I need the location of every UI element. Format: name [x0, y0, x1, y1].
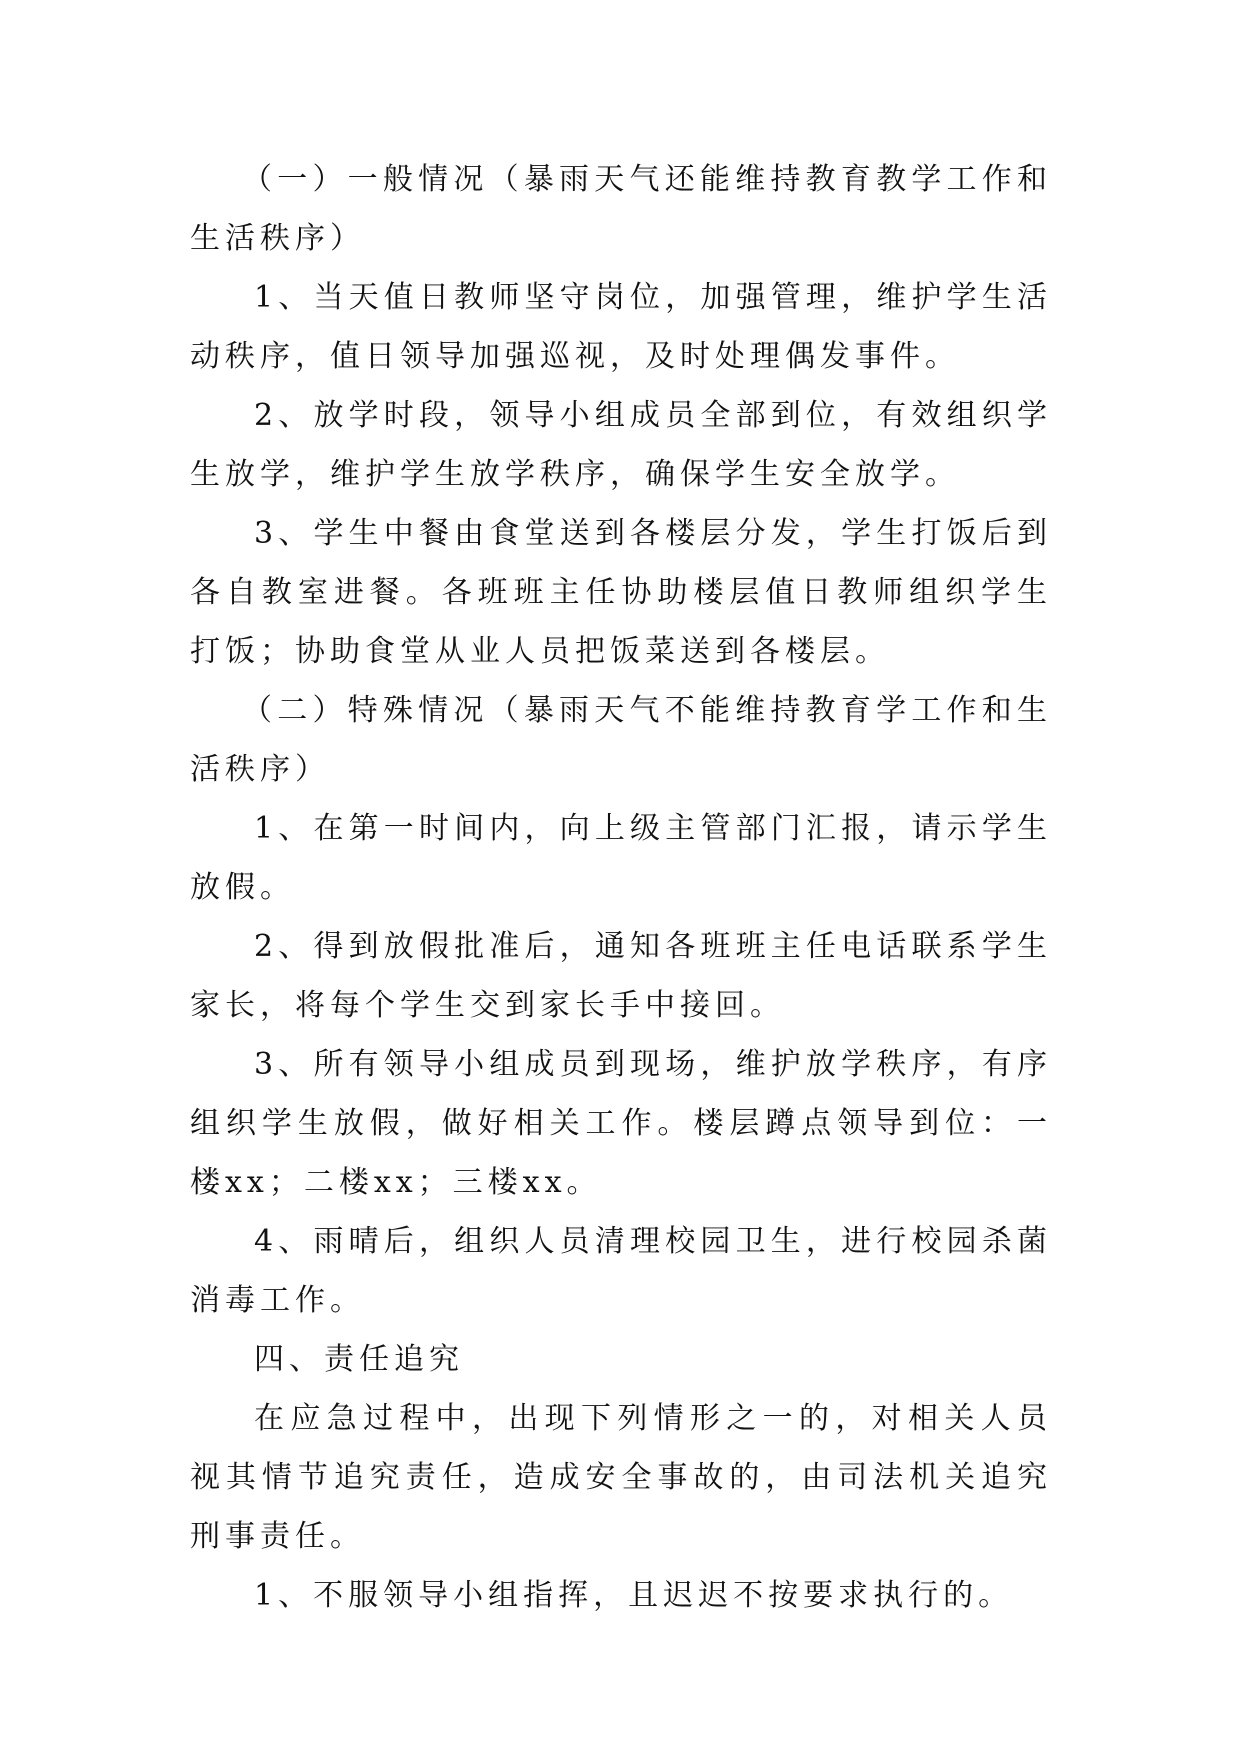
paragraph: 2、得到放假批准后，通知各班班主任电话联系学生家长，将每个学生交到家长手中接回。 [190, 929, 1052, 1023]
section-heading-general: （一）一般情况（暴雨天气还能维持教育教学工作和生活秩序） [190, 162, 1052, 256]
paragraph: 4、雨晴后，组织人员清理校园卫生，进行校园杀菌消毒工作。 [190, 1224, 1052, 1318]
paragraph: 3、学生中餐由食堂送到各楼层分发，学生打饭后到各自教室进餐。各班班主任协助楼层值日教师组织学生打饭；协助食堂从业人员把饭菜送到各楼层。 [190, 516, 1052, 669]
section-heading-responsibility: 四、责任追究 [254, 1342, 464, 1377]
section-heading-special: （二）特殊情况（暴雨天气不能维持教育学工作和生活秩序） [190, 693, 1052, 787]
paragraph: 2、放学时段，领导小组成员全部到位，有效组织学生放学，维护学生放学秩序，确保学生安全放学。 [190, 398, 1052, 492]
document-body [190, 150, 1052, 1625]
paragraph: 1、不服领导小组指挥，且迟迟不按要求执行的。 [254, 1578, 1014, 1613]
paragraph: 1、当天值日教师坚守岗位，加强管理，维护学生活动秩序，值日领导加强巡视，及时处理偶发事件。 [190, 280, 1052, 374]
paragraph: 3、所有领导小组成员到现场，维护放学秩序，有序组织学生放假，做好相关工作。楼层蹲点领导到位：一楼xx；二楼xx；三楼xx。 [190, 1047, 1052, 1200]
paragraph: 在应急过程中，出现下列情形之一的，对相关人员视其情节追究责任，造成安全事故的，由司法机关追究刑事责任。 [190, 1401, 1052, 1554]
paragraph: 1、在第一时间内，向上级主管部门汇报，请示学生放假。 [190, 811, 1052, 905]
